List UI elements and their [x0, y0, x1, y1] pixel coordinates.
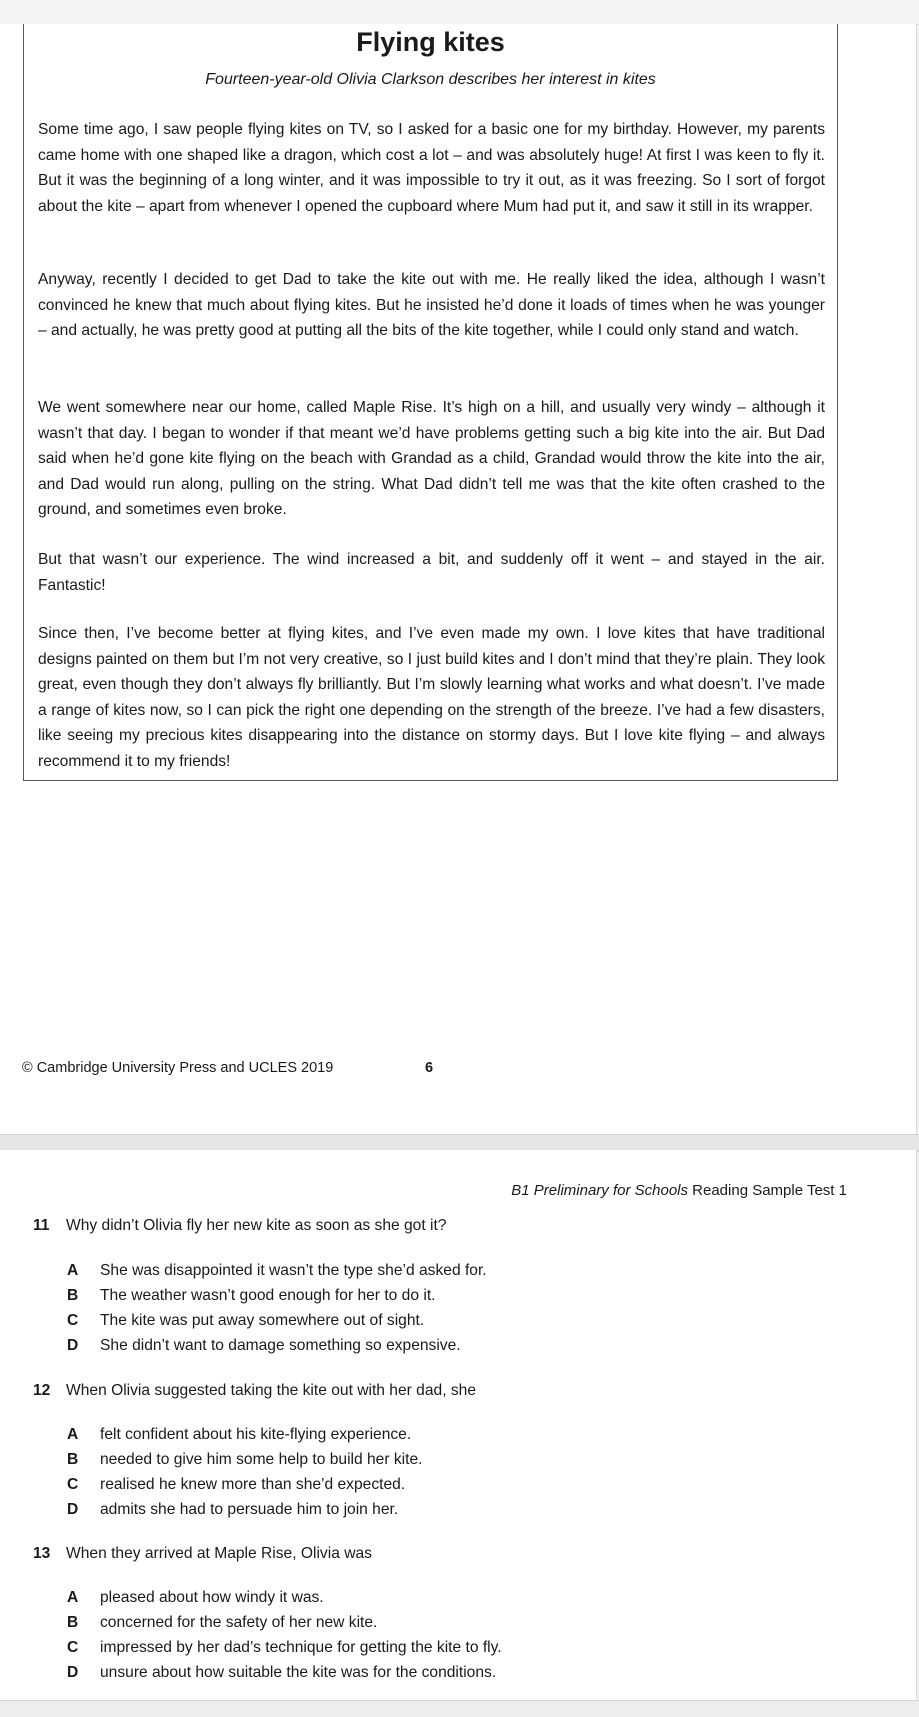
option-a[interactable]: A She was disappointed it wasn’t the type she’d asked for.	[67, 1262, 487, 1279]
question-text: When Olivia suggested taking the kite out with her dad, she	[66, 1382, 477, 1399]
article-paragraph-1: Some time ago, I saw people flying kites on TV, so I asked for a basic one for my birthday. However, my parents came home with one shaped like a dragon, which cost a lot – and was absolutely huge! At first I was keen to fly it. But it was the beginning of a long winter, and it was impossible to try it out, as it was freezing. So I sort of forgot about the kite – apart from whenever I opened the cupboard where Mum had put it, and saw it still in its wrapper.	[38, 121, 825, 215]
article-paragraph-2: Anyway, recently I decided to get Dad to take the kite out with me. He really liked the idea, although I wasn’t convinced he knew that much about flying kites. But he insisted he’d done it loads of times when he was younger – and actually, he was pretty good at putting all the bits of the kite together, while I could only stand and watch.	[38, 271, 825, 339]
question-text: Why didn’t Olivia fly her new kite as soon as she got it?	[66, 1217, 447, 1234]
article-paragraph-3: We went somewhere near our home, called Maple Rise. It’s high on a hill, and usually very windy – although it wasn’t that day. I began to wonder if that meant we’d have problems getting such a big kite into the air. But Dad said when he’d gone kite flying on the beach with Grandad as a child, Grandad would throw the kite into the air, and Dad would run along, pulling on the string. What Dad didn’t tell me was that the kite often crashed to the ground, and sometimes even broke.	[38, 399, 825, 518]
question-stem	[33, 1217, 447, 1235]
article-title: Flying kites	[356, 27, 505, 57]
option-c[interactable]: C impressed by her dad’s technique for getting the kite to fly.	[67, 1639, 502, 1656]
option-b[interactable]: B The weather wasn’t good enough for her to do it.	[67, 1287, 436, 1304]
question-stem	[33, 1382, 476, 1400]
question-number: 12	[33, 1382, 51, 1399]
option-a[interactable]: A felt confident about his kite-flying experience.	[67, 1426, 412, 1443]
option-b[interactable]: B concerned for the safety of her new kite.	[67, 1614, 378, 1631]
viewer-top-band	[0, 0, 919, 25]
question-text: When they arrived at Maple Rise, Olivia was	[66, 1545, 372, 1562]
header-italic: B1 Preliminary for Schools	[511, 1182, 688, 1199]
option-d[interactable]: D unsure about how suitable the kite was for the conditions.	[67, 1664, 497, 1681]
question-stem	[33, 1545, 372, 1563]
question-number: 13	[33, 1545, 51, 1562]
article-paragraph-4: But that wasn’t our experience. The wind increased a bit, and suddenly off it went – and stayed in the air. Fantastic!	[38, 551, 825, 594]
option-a[interactable]: A pleased about how windy it was.	[67, 1589, 324, 1606]
page-header	[511, 1182, 847, 1199]
option-d[interactable]: D admits she had to persuade him to join her.	[67, 1501, 399, 1518]
article-paragraph-5: Since then, I’ve become better at flying kites, and I’ve even made my own. I love kites that have traditional designs painted on them but I’m not very creative, so I just build kites and I don’t mind that they’re plain. They look great, even though they don’t always fly brilliantly. But I’m slowly learning what works and what doesn’t. I’ve made a range of kites now, so I can pick the right one depending on the strength of the breeze. I’ve had a few disasters, like seeing my precious kites disappearing into the distance on stormy days. But I love kite flying – and always recommend it to my friends!	[38, 625, 825, 770]
page-number: 6	[425, 1060, 434, 1076]
document-page-6[interactable]	[0, 24, 917, 1134]
article-subtitle: Fourteen-year-old Olivia Clarkson describes her interest in kites	[205, 71, 656, 88]
viewer-bottom-band	[0, 1700, 919, 1717]
article-box	[23, 24, 838, 781]
copyright-notice: © Cambridge University Press and UCLES 2019	[22, 1060, 334, 1076]
option-d[interactable]: D She didn’t want to damage something so expensive.	[67, 1337, 461, 1354]
option-c[interactable]: C The kite was put away somewhere out of sight.	[67, 1312, 425, 1329]
option-b[interactable]: B needed to give him some help to build her kite.	[67, 1451, 423, 1468]
option-c[interactable]: C realised he knew more than she’d expected.	[67, 1476, 406, 1493]
question-number: 11	[33, 1217, 50, 1234]
header-rest: Reading Sample Test 1	[688, 1182, 847, 1199]
